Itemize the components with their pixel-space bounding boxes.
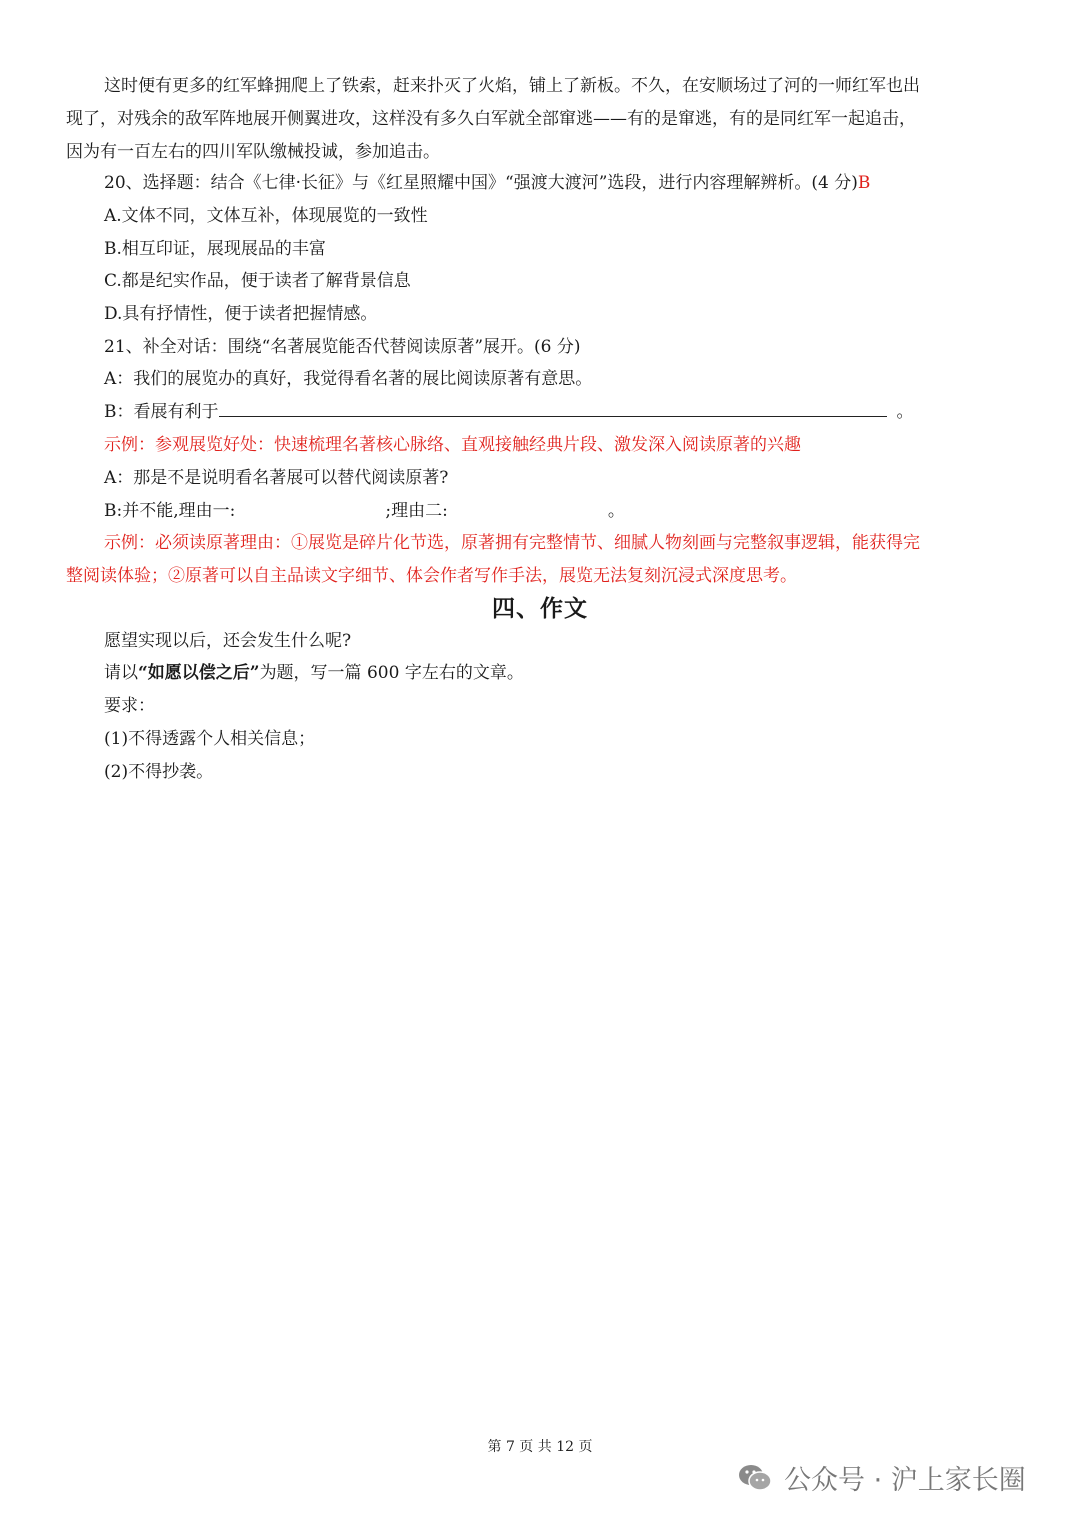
watermark [738, 1458, 1026, 1497]
essay-prompt [104, 657, 1054, 690]
example-answer-2-line-2: 整阅读体验；②原著可以自主品读文字细节、体会作者写作手法，展览无法复刻沉浸式深度思考。 [66, 566, 797, 586]
essay-requirement-1: (1)不得透露个人相关信息； [104, 729, 316, 749]
dialogue-b1-suffix: 。 [896, 402, 914, 422]
example-answer-1: 示例：参观展览好处：快速梳理名著核心脉络、直观接触经典片段、激发深入阅读原著的兴趣 [104, 435, 801, 455]
question-20 [104, 167, 1054, 200]
essay-prompt-before: 请以 [104, 663, 138, 683]
dialogue-b2-reason1-label: B:并不能,理由一: [104, 501, 236, 521]
dialogue-b1-prefix: B：看展有利于 [104, 402, 219, 422]
essay-title: “如愿以偿之后” [138, 663, 260, 683]
dialogue-b2-reason2-label: ;理由二: [385, 501, 448, 521]
dialogue-b1 [104, 396, 1054, 429]
essay-requirement-2: (2)不得抄袭。 [104, 762, 214, 782]
passage-line-1: 这时便有更多的红军蜂拥爬上了铁索，赶来扑灭了火焰，铺上了新板。不久，在安顺场过了河的一师红军也出 [104, 76, 920, 96]
essay-intro: 愿望实现以后，还会发生什么呢? [104, 631, 352, 651]
essay-prompt-after: 为题，写一篇 600 字左右的文章。 [259, 663, 524, 683]
watermark-text: 公众号 · 沪上家长圈 [784, 1465, 1026, 1496]
section-heading: 四、作文 [492, 595, 588, 622]
dialogue-a1: A：我们的展览办的真好，我觉得看名著的展比阅读原著有意思。 [104, 369, 593, 389]
q20-option-b: B.相互印证，展现展品的丰富 [104, 239, 326, 259]
essay-requirements-label: 要求： [104, 696, 155, 716]
answer-blank-line[interactable] [219, 396, 887, 417]
question-21-stem: 21、补全对话：围绕“名著展览能否代替阅读原著”展开。(6 分) [104, 337, 581, 357]
q20-option-d: D.具有抒情性，便于读者把握情感。 [104, 304, 378, 324]
passage-line-2: 现了，对残余的敌军阵地展开侧翼进攻，这样没有多久白军就全部窜逃——有的是窜逃，有的是同红军一起追击， [66, 109, 916, 129]
q20-option-a: A.文体不同，文体互补，体现展览的一致性 [104, 206, 428, 226]
dialogue-a2: A：那是不是说明看名著展可以替代阅读原著? [104, 468, 449, 488]
dialogue-b2-end: 。 [607, 501, 625, 521]
wechat-icon [738, 1463, 772, 1493]
dialogue-b2 [104, 495, 1054, 528]
page-footer: 第 7 页 共 12 页 [487, 1439, 593, 1455]
passage-line-3: 因为有一百左右的四川军队缴械投诚，参加追击。 [66, 142, 440, 162]
question-20-answer: B [857, 173, 871, 193]
example-answer-2-line-1: 示例：必须读原著理由：①展览是碎片化节选，原著拥有完整情节、细腻人物刻画与完整叙事逻辑，能获得完 [104, 533, 920, 553]
question-20-stem: 20、选择题：结合《七律·长征》与《红星照耀中国》“强渡大渡河”选段，进行内容理解辨析。(4 分) [104, 173, 858, 193]
q20-option-c: C.都是纪实作品，便于读者了解背景信息 [104, 271, 411, 291]
